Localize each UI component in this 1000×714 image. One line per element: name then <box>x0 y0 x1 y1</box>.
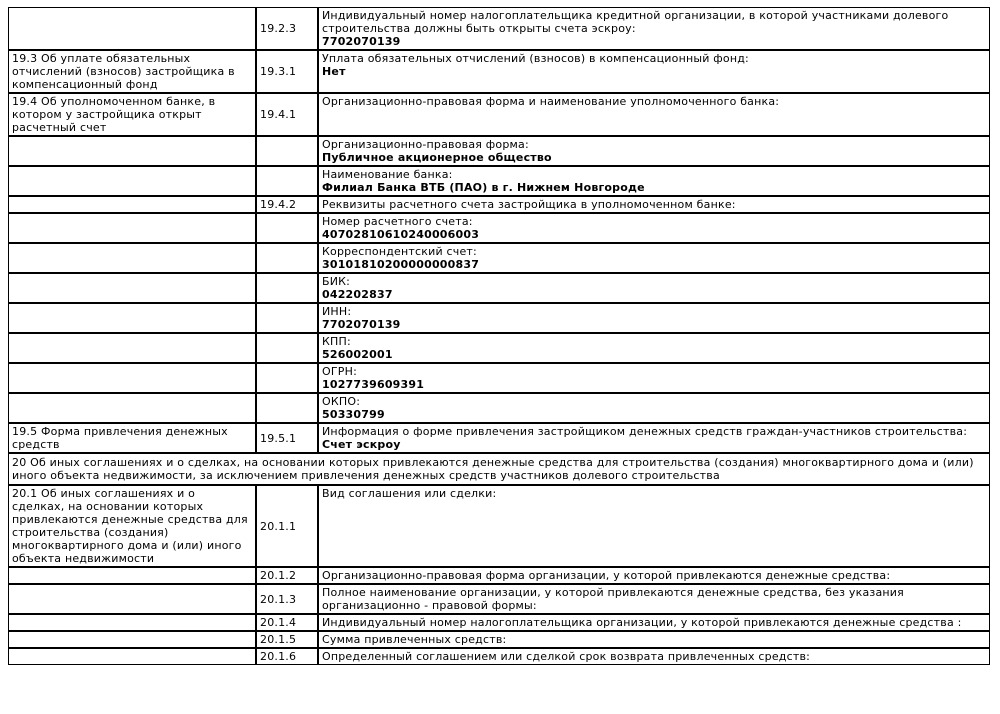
row-number-cell: 19.2.3 <box>256 7 318 50</box>
declaration-table <box>8 7 990 665</box>
row-content-cell <box>318 567 990 584</box>
table-row <box>8 393 990 423</box>
row-title-cell <box>8 7 256 50</box>
row-number-cell <box>256 333 318 363</box>
row-title-cell <box>8 614 256 631</box>
row-content-cell <box>318 213 990 243</box>
table-row <box>8 7 990 50</box>
row-title-cell <box>8 567 256 584</box>
row-title-cell: 19.5 Форма привлечения денежных средств <box>8 423 256 453</box>
row-title-cell <box>8 363 256 393</box>
field-value: 50330799 <box>322 408 385 421</box>
row-title-cell <box>8 584 256 614</box>
row-content-cell <box>318 93 990 136</box>
table-row <box>8 584 990 614</box>
row-number-cell <box>256 393 318 423</box>
row-title-cell <box>8 303 256 333</box>
field-label: Сумма привлеченных средств: <box>322 633 507 646</box>
table-row <box>8 614 990 631</box>
row-title-cell <box>8 333 256 363</box>
field-label: Вид соглашения или сделки: <box>322 487 497 500</box>
row-content-cell <box>318 166 990 196</box>
field-label: Организационно-правовая форма и наименование уполномоченного банка: <box>322 95 780 108</box>
field-label: Определенный соглашением или сделкой срок возврата привлеченных средств: <box>322 650 811 663</box>
row-content-cell <box>318 333 990 363</box>
row-number-cell: 19.4.1 <box>256 93 318 136</box>
row-number-cell: 20.1.3 <box>256 584 318 614</box>
row-content-cell <box>318 50 990 93</box>
row-title-cell <box>8 136 256 166</box>
row-content-cell <box>318 303 990 333</box>
row-number-cell <box>256 303 318 333</box>
row-number-cell: 19.5.1 <box>256 423 318 453</box>
row-title-cell: 19.3 Об уплате обязательных отчислений (взносов) застройщика в компенсационный фонд <box>8 50 256 93</box>
field-label: Уплата обязательных отчислений (взносов) в компенсационный фонд: <box>322 52 749 65</box>
row-title-cell <box>8 243 256 273</box>
field-value: 7702070139 <box>322 318 401 331</box>
field-label: ИНН: <box>322 305 352 318</box>
field-value: Счет эскроу <box>322 438 401 451</box>
row-content-cell <box>318 136 990 166</box>
row-content-cell <box>318 273 990 303</box>
field-label: Полное наименование организации, у которой привлекаются денежные средства, без указания организационно - правовой формы: <box>322 586 904 612</box>
field-value: 40702810610240006003 <box>322 228 480 241</box>
field-label: Информация о форме привлечения застройщиком денежных средств граждан-участников строительства: <box>322 425 968 438</box>
row-number-cell: 20.1.5 <box>256 631 318 648</box>
table-row <box>8 273 990 303</box>
row-number-cell <box>256 273 318 303</box>
row-content-cell <box>318 423 990 453</box>
table-row <box>8 363 990 393</box>
row-content-cell <box>318 393 990 423</box>
table-row <box>8 333 990 363</box>
table-row <box>8 485 990 567</box>
section-20-header: 20 Об иных соглашениях и о сделках, на основании которых привлекаются денежные средства для строительства (создания) многоквартирного дома и (или) иного объекта недвижимости, за исключением привлечения денежных средств участников долевого строительства <box>8 453 990 485</box>
table-row <box>8 567 990 584</box>
field-label: Наименование банка: <box>322 168 453 181</box>
row-number-cell <box>256 136 318 166</box>
row-title-cell <box>8 213 256 243</box>
row-content-cell <box>318 614 990 631</box>
row-number-cell <box>256 363 318 393</box>
table-row <box>8 213 990 243</box>
field-label: Корреспондентский счет: <box>322 245 477 258</box>
field-label: КПП: <box>322 335 351 348</box>
row-number-cell <box>256 243 318 273</box>
row-content-cell <box>318 7 990 50</box>
row-title-cell <box>8 631 256 648</box>
field-label: БИК: <box>322 275 351 288</box>
row-content-cell <box>318 363 990 393</box>
row-content-cell <box>318 584 990 614</box>
table-row <box>8 93 990 136</box>
row-number-cell: 20.1.6 <box>256 648 318 665</box>
field-label: Индивидуальный номер налогоплательщика кредитной организации, в которой участниками долевого строительства должны быть открыты счета эскроу: <box>322 9 949 35</box>
field-label: ОГРН: <box>322 365 357 378</box>
field-label: Номер расчетного счета: <box>322 215 473 228</box>
table-row <box>8 50 990 93</box>
field-value: Нет <box>322 65 346 78</box>
row-number-cell: 20.1.4 <box>256 614 318 631</box>
field-value: 7702070139 <box>322 35 401 48</box>
field-label: ОКПО: <box>322 395 361 408</box>
table-row <box>8 166 990 196</box>
row-number-cell: 19.4.2 <box>256 196 318 213</box>
section-row <box>8 453 990 485</box>
table-row <box>8 648 990 665</box>
field-value: Филиал Банка ВТБ (ПАО) в г. Нижнем Новгороде <box>322 181 645 194</box>
row-title-cell: 19.4 Об уполномоченном банке, в котором у застройщика открыт расчетный счет <box>8 93 256 136</box>
row-number-cell: 20.1.2 <box>256 567 318 584</box>
table-row <box>8 631 990 648</box>
row-title-cell <box>8 166 256 196</box>
row-number-cell: 20.1.1 <box>256 485 318 567</box>
row-content-cell <box>318 631 990 648</box>
table-row <box>8 243 990 273</box>
field-label: Индивидуальный номер налогоплательщика организации, у которой привлекаются денежные средства : <box>322 616 962 629</box>
field-label: Организационно-правовая форма: <box>322 138 529 151</box>
row-title-cell <box>8 648 256 665</box>
field-value: 30101810200000000837 <box>322 258 480 271</box>
field-value: 042202837 <box>322 288 393 301</box>
row-title-cell <box>8 273 256 303</box>
field-value: 526002001 <box>322 348 393 361</box>
row-content-cell <box>318 243 990 273</box>
row-title-cell <box>8 393 256 423</box>
field-label: Организационно-правовая форма организации, у которой привлекаются денежные средства: <box>322 569 891 582</box>
row-content-cell <box>318 196 990 213</box>
table-row <box>8 196 990 213</box>
field-value: 1027739609391 <box>322 378 425 391</box>
field-value: Публичное акционерное общество <box>322 151 552 164</box>
row-number-cell: 19.3.1 <box>256 50 318 93</box>
field-label: Реквизиты расчетного счета застройщика в уполномоченном банке: <box>322 198 736 211</box>
table-row <box>8 303 990 333</box>
table-row <box>8 423 990 453</box>
row-content-cell <box>318 648 990 665</box>
row-number-cell <box>256 213 318 243</box>
row-title-cell: 20.1 Об иных соглашениях и о сделках, на основании которых привлекаются денежные средства для строительства (создания) многоквартирного дома и (или) иного объекта недвижимости <box>8 485 256 567</box>
row-content-cell <box>318 485 990 567</box>
row-number-cell <box>256 166 318 196</box>
table-row <box>8 136 990 166</box>
row-title-cell <box>8 196 256 213</box>
